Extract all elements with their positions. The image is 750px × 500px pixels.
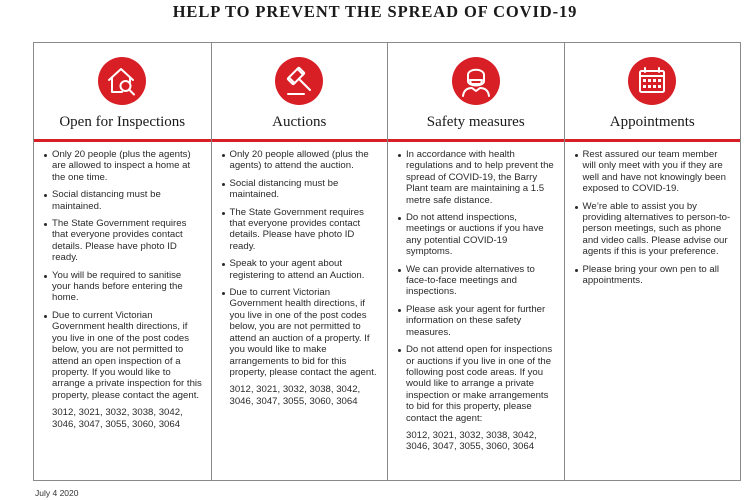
red-divider <box>212 139 388 142</box>
list-item: In accordance with health regulations and to help prevent the spread of COVID-19, the Barry Plant team are maintaining a 1.5 metre safe distance. <box>397 149 556 206</box>
column-title: Appointments <box>609 114 695 130</box>
column-safety-measures <box>387 43 564 480</box>
list-item: Due to current Victorian Government health directions, if you live in one of the post codes below, you are not permitted to attend an open inspection of a property. If you would like to arrange a private inspection for this property, please contact the agent. <box>43 310 203 401</box>
column-title: Safety measures <box>426 114 525 130</box>
house-magnifier-icon <box>97 56 147 106</box>
date-footer: July 4 2020 <box>35 488 79 498</box>
list-item: Social distancing must be maintained. <box>221 178 380 201</box>
column-header <box>34 43 211 139</box>
page-title: HELP TO PREVENT THE SPREAD OF COVID-19 <box>172 2 578 21</box>
bullet-list <box>574 149 733 286</box>
auction-gavel-icon <box>274 56 324 106</box>
column-header <box>388 43 564 139</box>
red-divider <box>34 139 211 142</box>
list-item: Only 20 people allowed (plus the agents) to attend the auction. <box>221 149 380 172</box>
column-body <box>34 149 211 430</box>
column-header <box>565 43 741 139</box>
postcode-list: 3012, 3021, 3032, 3038, 3042, 3046, 3047, 3055, 3060, 3064 <box>52 407 183 430</box>
list-item: Social distancing must be maintained. <box>43 189 203 212</box>
column-header <box>212 43 388 139</box>
list-item: The State Government requires that everyone provides contact details. Please have photo ID ready. <box>43 218 203 264</box>
bullet-list <box>397 149 556 424</box>
list-item: The State Government requires that everyone provides contact details. Please have photo ID ready. <box>221 207 380 253</box>
list-item: Please bring your own pen to all appointments. <box>574 264 733 287</box>
column-auctions <box>211 43 388 480</box>
bullet-list <box>43 149 203 401</box>
list-item: Speak to your agent about registering to attend an Auction. <box>221 258 380 281</box>
list-item: Only 20 people (plus the agents) are allowed to inspect a home at the one time. <box>43 149 203 183</box>
column-title: Open for Inspections <box>59 114 186 130</box>
list-item: You will be required to sanitise your hands before entering the home. <box>43 270 203 304</box>
list-item: Due to current Victorian Government health directions, if you live in one of the post codes below, you are not permitted to attend an auction of a property. If you would like to make arrangements to bid for this property, please contact the agent. <box>221 287 380 378</box>
person-mask-icon <box>451 56 501 106</box>
red-divider <box>388 139 564 142</box>
column-appointments <box>564 43 741 480</box>
list-item: Do not attend inspections, meetings or auctions if you have any potential COVID-19 symptoms. <box>397 212 556 258</box>
list-item: Do not attend open for inspections or auctions if you live in one of the following post code areas. If you would like to arrange a private inspection or make arrangements to bid for this property, please contact the agent: <box>397 344 556 424</box>
info-grid <box>33 42 741 481</box>
red-divider <box>565 139 741 142</box>
postcode-list: 3012, 3021, 3032, 3038, 3042, 3046, 3047, 3055, 3060, 3064 <box>406 429 537 453</box>
postcode-list: 3012, 3021, 3032, 3038, 3042, 3046, 3047, 3055, 3060, 3064 <box>229 384 361 407</box>
column-title: Auctions <box>272 114 327 130</box>
list-item: We can provide alternatives to face-to-face meetings and inspections. <box>397 264 556 298</box>
bullet-list <box>221 149 380 378</box>
calendar-icon <box>627 56 677 106</box>
column-body <box>388 149 564 453</box>
column-body <box>212 149 388 407</box>
list-item: Rest assured our team member will only meet with you if they are well and have not knowingly been exposed to COVID-19. <box>574 149 733 195</box>
list-item: Please ask your agent for further information on these safety measures. <box>397 304 556 338</box>
column-open-for-inspections <box>34 43 211 480</box>
list-item: We’re able to assist you by providing alternatives to person-to-person meetings, such as phone and video calls. Please advise our agents if this is your preference. <box>574 201 733 258</box>
column-body <box>565 149 741 292</box>
